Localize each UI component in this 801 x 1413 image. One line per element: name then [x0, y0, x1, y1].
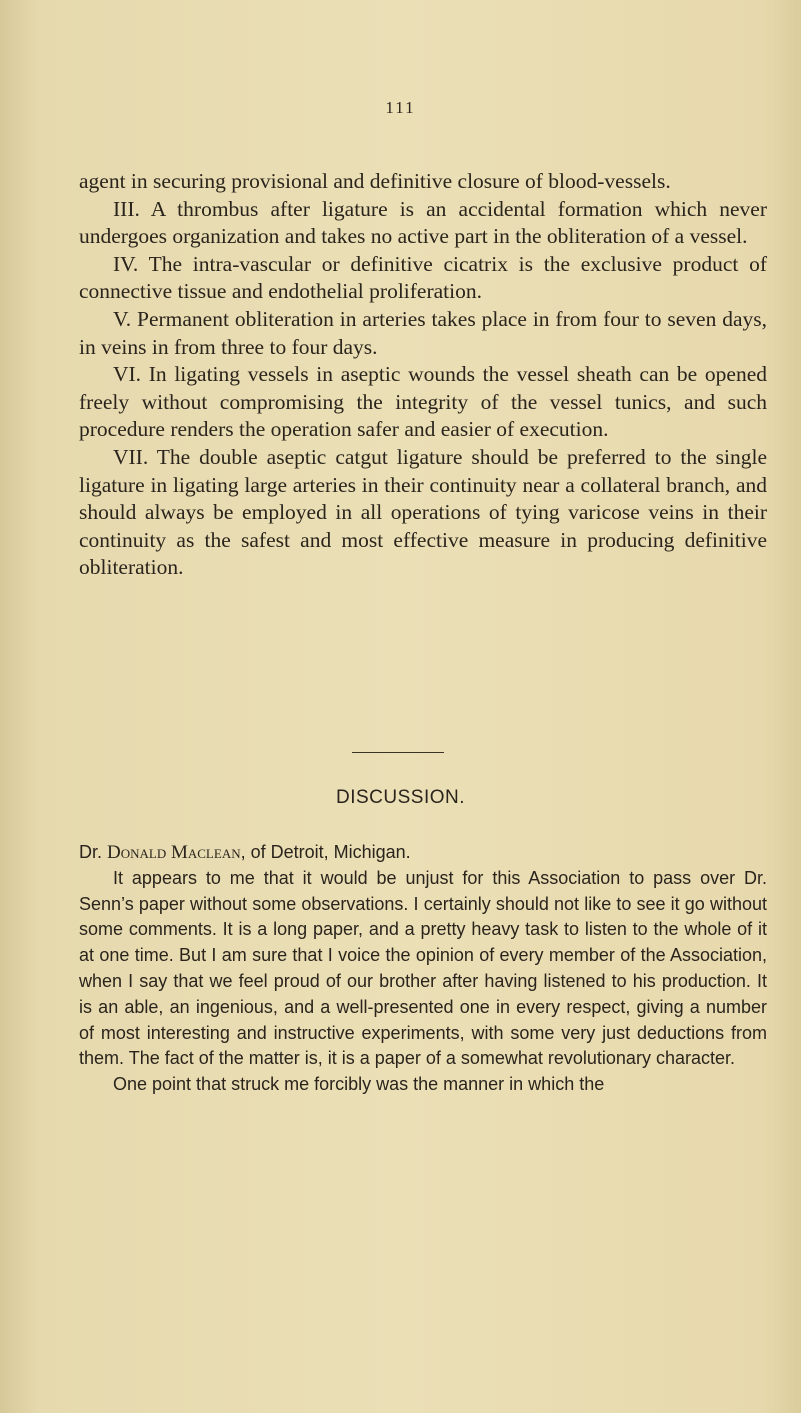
speaker-location: , of Detroit, Michigan.: [240, 842, 411, 862]
paragraph-continued: agent in securing provisional and definitive closure of blood-vessels.: [79, 169, 671, 193]
section-divider: [352, 752, 444, 753]
discussion-section: [79, 840, 767, 1098]
discussion-paragraph: It appears to me that it would be unjust for this Association to pass over Dr. Senn’s paper without some observations. I certainly should not like to see it go without some comments. It is a long paper, and a pretty heavy task to listen to the whole of it at one time. But I am sure that I voice the opinion of every member of the Association, when I say that we feel proud of our brother after having listened to his production. It is an able, an ingenious, and a well-presented one in every respect, giving a number of most interesting and instructive experiments, with some very just deductions from them. The fact of the matter is, it is a paper of a somewhat revolutionary character.: [79, 867, 767, 1069]
speaker-line: [79, 840, 767, 866]
speaker-prefix: Dr.: [79, 842, 108, 862]
conclusion-vii: VII. The double aseptic catgut ligature should be preferred to the single ligature in ligating large arteries in their continuity near a collateral branch, and should always be employed in all operations of tying varicose veins in their continuity as the safest and most effective measure in producing definitive obliteration.: [79, 444, 767, 580]
discussion-paragraph: One point that struck me forcibly was the manner in which the: [113, 1074, 605, 1095]
conclusions-section: [79, 168, 767, 582]
discussion-heading: DISCUSSION.: [335, 787, 466, 808]
conclusion-vi: VI. In ligating vessels in aseptic wounds the vessel sheath can be opened freely without compromising the integrity of the vessel tunics, and such procedure renders the operation safer and easier of execution.: [79, 362, 767, 442]
conclusion-iv: IV. The intra-vascular or definitive cicatrix is the exclusive product of connective tissue and endothelial proliferation.: [79, 251, 767, 304]
page-number: 111: [385, 98, 416, 117]
conclusion-v: V. Permanent obliteration in arteries takes place in from four to seven days, in veins in from three to four days.: [79, 306, 767, 359]
speaker-name: Donald Maclean: [107, 842, 241, 863]
conclusion-iii: III. A thrombus after ligature is an accidental formation which never undergoes organization and takes no active part in the obliteration of a vessel.: [79, 196, 767, 249]
